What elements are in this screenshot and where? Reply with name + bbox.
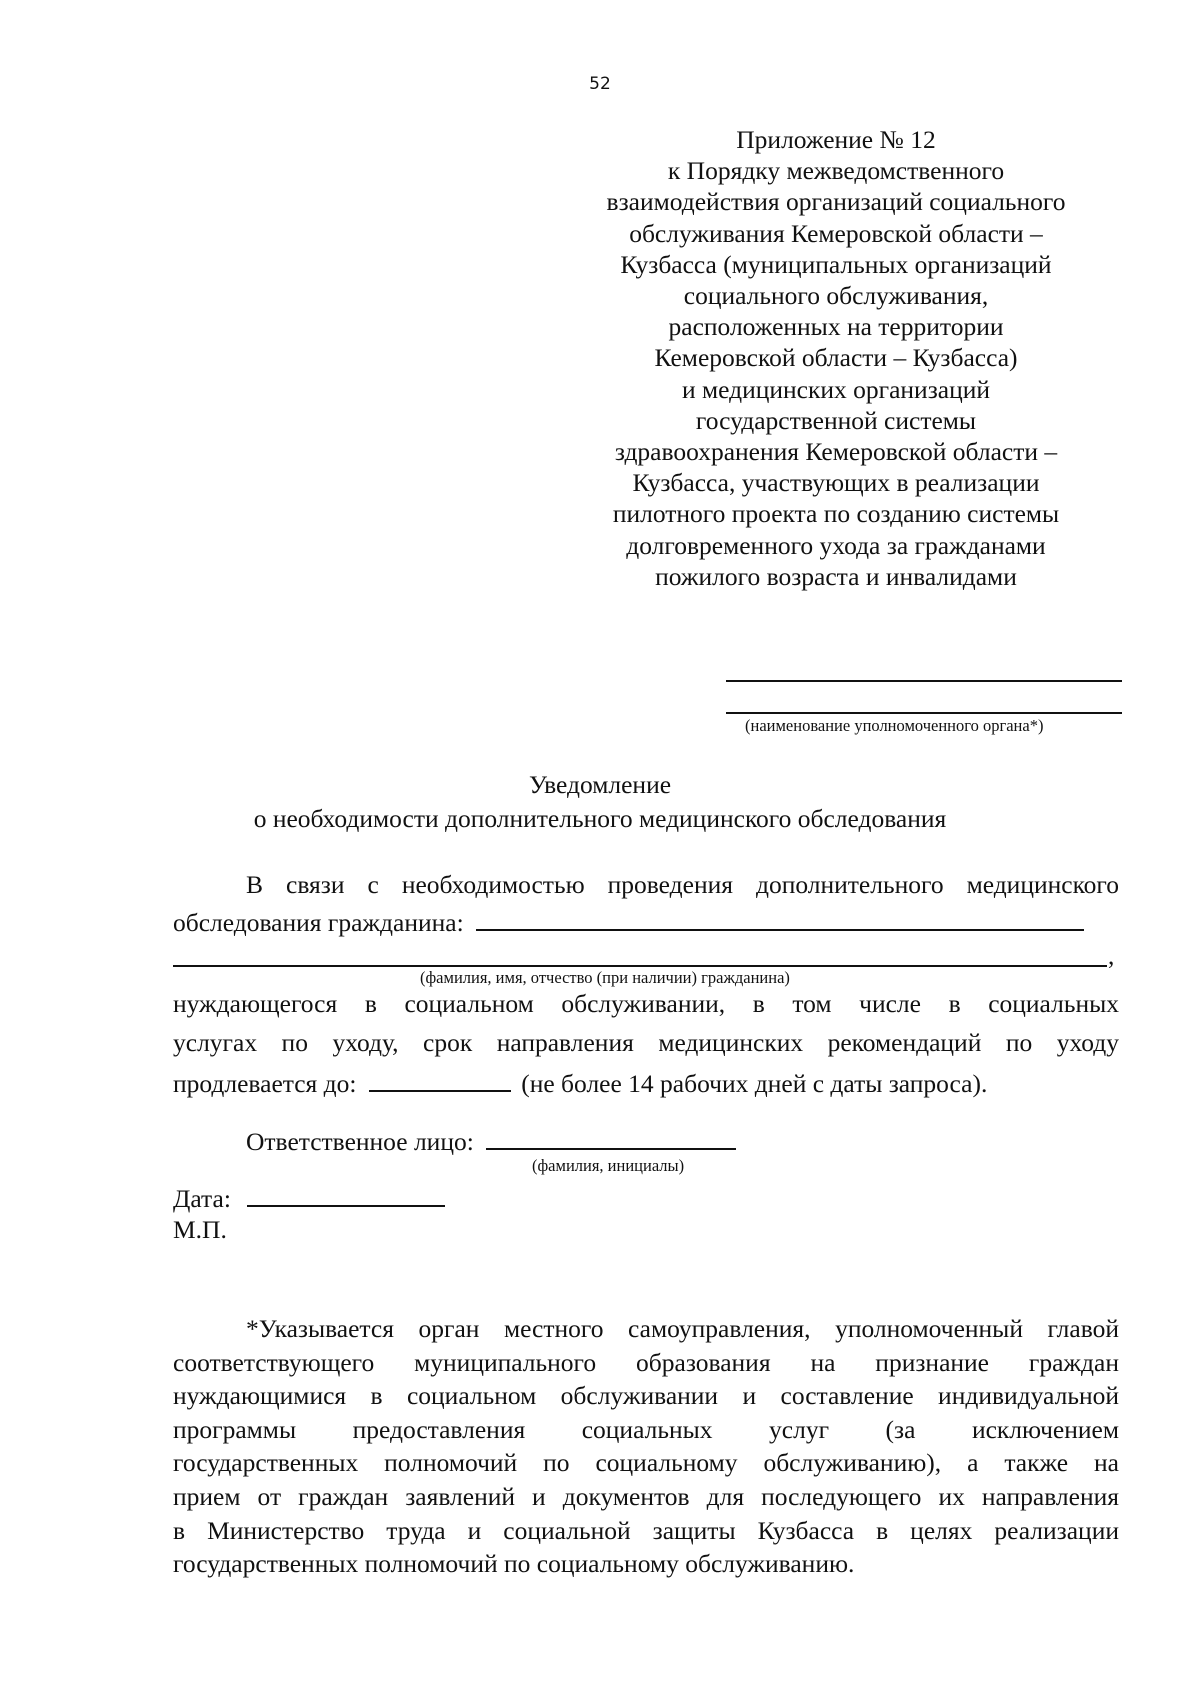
deadline-date-field[interactable] xyxy=(369,1066,511,1092)
appendix-line: здравоохранения Кемеровской области – xyxy=(614,437,1058,467)
appendix-line: обслуживания Кемеровской области – xyxy=(629,218,1043,248)
appendix-line: долговременного ухода за гражданами xyxy=(626,530,1046,560)
responsible-label: Ответственное лицо: xyxy=(246,1127,474,1156)
citizen-name-field-line-2[interactable] xyxy=(173,965,1107,967)
appendix-line: взаимодействия организаций социального xyxy=(606,187,1066,217)
appendix-line: Приложение № 12 xyxy=(736,125,936,154)
appendix-line: расположенных на территории xyxy=(668,312,1004,342)
appendix-line: пожилого возраста и инвалидами xyxy=(655,561,1017,591)
date-row xyxy=(173,1181,445,1214)
footnote-line: *Указывается орган местного самоуправления, уполномоченный главой xyxy=(246,1314,1119,1343)
appendix-line: к Порядку межведомственного xyxy=(667,156,1005,186)
appendix-header xyxy=(584,124,1088,592)
footnote-line: государственных полномочий по социальному обслуживанию. xyxy=(173,1549,855,1579)
appendix-line: и медицинских организаций xyxy=(681,374,991,404)
comma: , xyxy=(1108,941,1115,970)
responsible-field[interactable] xyxy=(486,1124,736,1150)
appendix-line: Кузбасса (муниципальных организаций xyxy=(620,249,1052,279)
footnote-line: соответствующего муниципального образования на признание граждан xyxy=(173,1347,1119,1377)
responsible-row xyxy=(246,1124,736,1157)
recipient-caption: (наименование уполномоченного органа*) xyxy=(745,716,1044,735)
stamp-label: М.П. xyxy=(173,1215,227,1244)
appendix-line: Кузбасса, участвующих в реализации xyxy=(632,468,1040,498)
citizen-row xyxy=(173,905,1119,938)
footnote xyxy=(173,1312,1119,1581)
notice-subtitle: о необходимости дополнительного медицинского обследования xyxy=(253,804,947,833)
body-line: услугах по уходу, срок направления медицинских рекомендаций по уходу xyxy=(173,1028,1119,1057)
notice-title: Уведомление xyxy=(528,770,672,799)
date-field[interactable] xyxy=(247,1181,445,1207)
deadline-row xyxy=(173,1066,1119,1099)
appendix-line: Кемеровской области – Кузбасса) xyxy=(654,343,1018,373)
date-label: Дата: xyxy=(173,1184,231,1213)
body-line: нуждающегося в социальном обслуживании, в том числе в социальных xyxy=(173,989,1119,1018)
citizen-caption: (фамилия, имя, отчество (при наличии) гражданина) xyxy=(420,968,790,987)
citizen-name-field[interactable] xyxy=(476,905,1084,931)
deadline-note: (не более 14 рабочих дней с даты запроса). xyxy=(521,1069,988,1098)
footnote-line: государственных полномочий по социальному обслуживанию), а также на xyxy=(173,1448,1119,1478)
recipient-blank-line-2[interactable] xyxy=(726,712,1122,714)
appendix-line: социального обслуживания, xyxy=(683,281,989,311)
appendix-line: государственной системы xyxy=(695,405,977,435)
responsible-caption: (фамилия, инициалы) xyxy=(532,1156,685,1175)
body-line: В связи с необходимостью проведения дополнительного медицинского xyxy=(246,870,1119,899)
footnote-line: прием от граждан заявлений и документов для последующего их направления xyxy=(173,1481,1119,1511)
footnote-line: в Министерство труда и социальной защиты Кузбасса в целях реализации xyxy=(173,1515,1119,1545)
deadline-label: продлевается до: xyxy=(173,1069,357,1098)
appendix-line: пилотного проекта по созданию системы xyxy=(612,499,1060,529)
page-number: 52 xyxy=(589,74,611,94)
citizen-label: обследования гражданина: xyxy=(173,908,464,937)
footnote-line: программы предоставления социальных услуг (за исключением xyxy=(173,1414,1119,1444)
footnote-line: нуждающимися в социальном обслуживании и составление индивидуальной xyxy=(173,1381,1119,1411)
recipient-blank-line-1[interactable] xyxy=(726,680,1122,682)
